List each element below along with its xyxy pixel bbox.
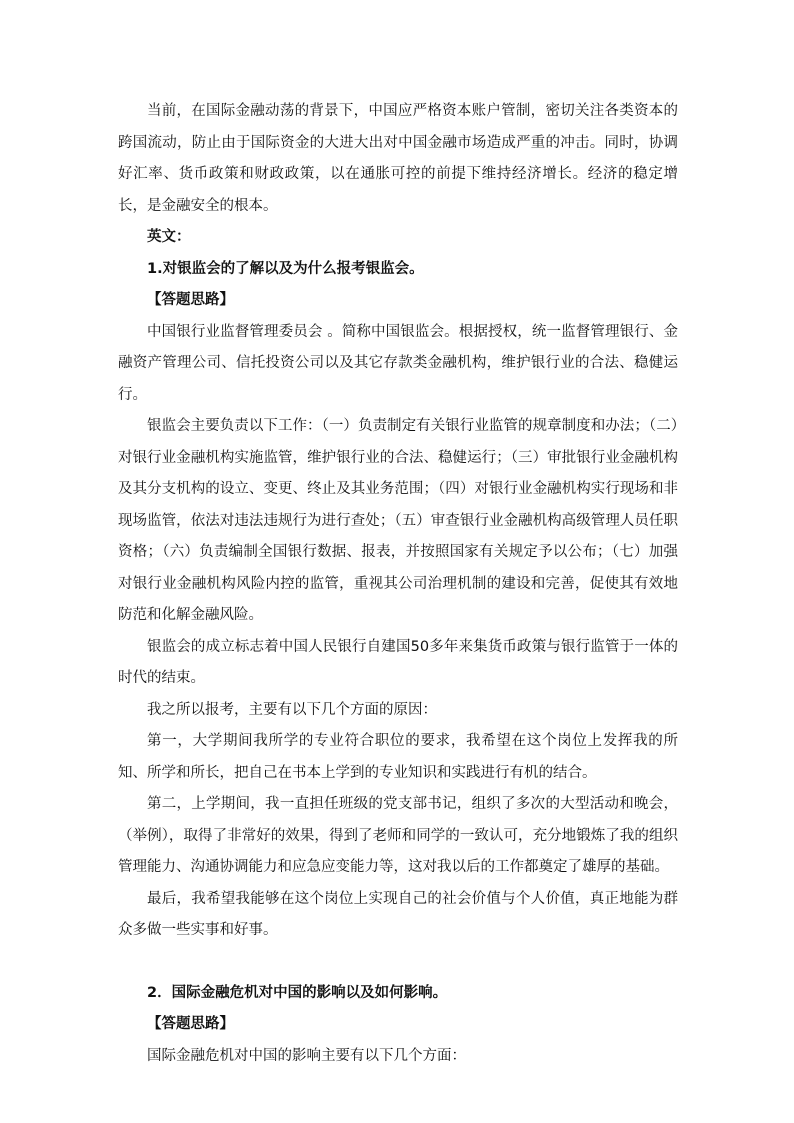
question-2-hint-label: 【答题思路】 [147, 1016, 234, 1032]
question-1-paragraph-cbrc-duties: 银监会主要负责以下工作：（一）负责制定有关银行业监管的规章制度和办法；（二）对银行业金融机构实施监管，维护银行业的合法、稳健运行；（三）审批银行业金融机构及其分支机构的设立、变更、终止及其业务范围；（四）对银行业金融机构实行现场和非现场监管，依法对违法违规行为进行查处；（五）审查银行业金融机构高级管理人员任职资格；（六）负责编制全国银行数据、报表，并按照国家有关规定予以公布；（七）加强对银行业金融机构风险内控的监管，重视其公司治理机制的建设和完善，促使其有效地防范和化解金融风险。 [118, 418, 678, 623]
question-1-paragraph-cbrc-significance: 银监会的成立标志着中国人民银行自建国50多年来集货币政策与银行监管于一体的时代的结束。 [118, 638, 678, 686]
section-spacer [118, 947, 678, 978]
question-2-title: 2．国际金融危机对中国的影响以及如何影响。 [147, 984, 448, 1001]
question-1-paragraph-reason-last: 最后，我希望我能够在这个岗位上实现自己的社会价值与个人价值，真正地能为群众多做一些实事和好事。 [118, 890, 678, 938]
question-2-paragraph-impact-intro: 国际金融危机对中国的影响主要有以下几个方面： [147, 1047, 466, 1064]
question-1-paragraph-cbrc-intro: 中国银行业监督管理委员会 。简称中国银监会。根据授权，统一监督管理银行、金融资产管理公司、信托投资公司以及其它存款类金融机构，维护银行业的合法、稳健运行。 [118, 323, 678, 403]
paragraph-financial-security: 当前，在国际金融动荡的背景下，中国应严格资本账户管制，密切关注各类资本的跨国流动，防止由于国际资金的大进大出对中国金融市场造成严重的冲击。同时，协调好汇率、货币政策和财政政策，以在通胀可控的前提下维持经济增长。经济的稳定增长，是金融安全的根本。 [118, 103, 678, 214]
question-1-paragraph-reason-first: 第一，大学期间我所学的专业符合职位的要求，我希望在这个岗位上发挥我的所知、所学和所长，把自己在书本上学到的专业知识和实践进行有机的结合。 [118, 733, 678, 781]
question-1-paragraph-reason-second: 第二，上学期间，我一直担任班级的党支部书记，组织了多次的大型活动和晚会，（举例），取得了非常好的效果，得到了老师和同学的一致认可，充分地锻炼了我的组织管理能力、沟通协调能力和应急应变能力等，这对我以后的工作都奠定了雄厚的基础。 [118, 796, 678, 875]
english-section-label: 英文： [147, 229, 191, 245]
question-1-title: 1.对银监会的了解以及为什么报考银监会。 [147, 260, 424, 277]
question-1-paragraph-reasons-intro: 我之所以报考，主要有以下几个方面的原因： [147, 701, 437, 718]
document-body [118, 96, 678, 1072]
question-1-hint-label: 【答题思路】 [147, 292, 234, 308]
